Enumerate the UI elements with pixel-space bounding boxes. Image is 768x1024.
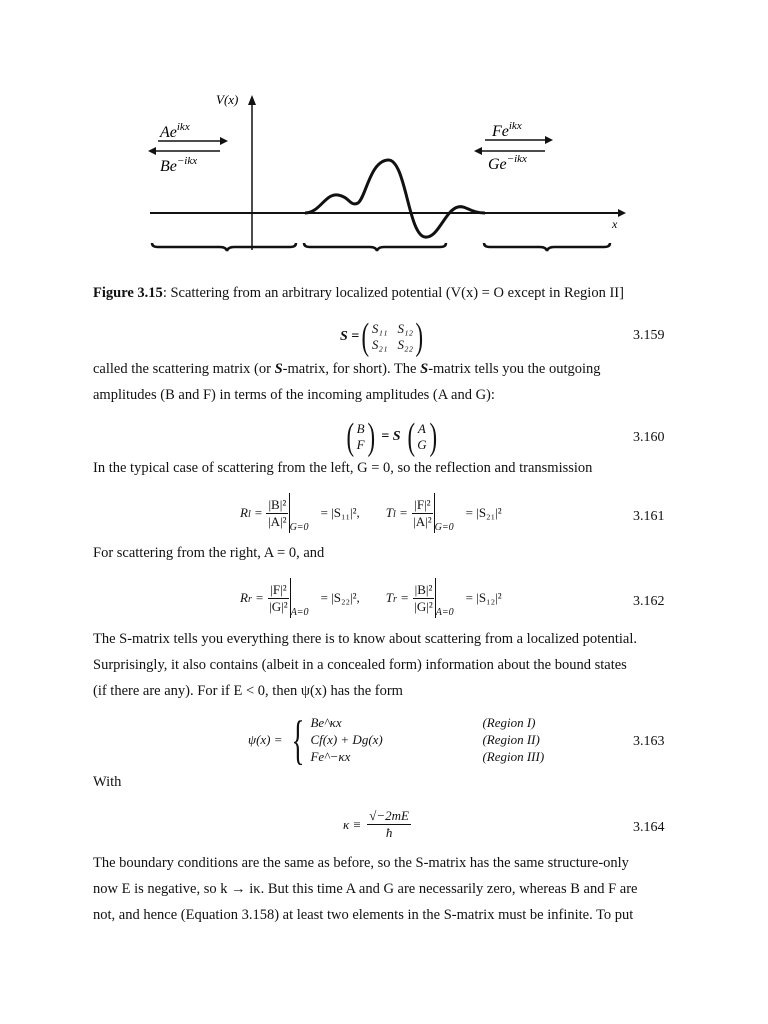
potential-diagram (140, 85, 630, 260)
eq160-F: F (356, 437, 365, 452)
region-brace-1 (152, 243, 296, 251)
caption-text: : Scattering from an arbitrary localized potential (V(x) = O except in Region II] (162, 285, 624, 301)
s12: S₁₂ (397, 321, 414, 336)
potential-curve (305, 160, 485, 237)
eq163-row2-region: (Region II) (482, 732, 540, 747)
region-brace-3 (484, 243, 610, 251)
eq-number-3-164: 3.164 (633, 820, 665, 835)
y-axis-label: V(x) (216, 92, 239, 107)
eq163-row1: Be^κx (310, 715, 342, 730)
para5-line2: now E is negative, so k → iκ. But this time A and G are necessarily zero, whereas B and F are (93, 881, 638, 897)
eq163-row3: Fe^−κx (310, 749, 351, 764)
wave-A-label: $Ae^{ikx}$ (160, 121, 190, 141)
equation-3-162: Rr = $\frac{\text{|F|²}}{\text{|G|²}}$ A=0 = |S₂₂|², Tr = $\frac{\text{|B|²}}{\text{|G|²}}$ A=0 = |S₁₂|² (240, 578, 502, 618)
equation-3-163: ψ(x) = { Be^κx (Region I) Cf(x) + Dg(x) (Region II) Fe^−κx (Region III) (248, 710, 545, 770)
eq160-B: B (356, 421, 365, 436)
paragraph-2: In the typical case of scattering from the left, G = 0, so the reflection and transmission (93, 460, 593, 476)
arrow-left-left-region-head (148, 147, 156, 155)
paragraph-1 (93, 356, 675, 408)
eq159-lhs: S = (340, 329, 360, 344)
wave-F-label: $Fe^{ikx}$ (492, 120, 522, 140)
eq160-G: G (417, 437, 427, 452)
arrow-left-right-region-head (474, 147, 482, 155)
eq-number-3-160: 3.160 (633, 430, 665, 445)
equation-3-159 (340, 318, 426, 356)
para4-line3: (if there are any). For if E < 0, then ψ(x) has the form (93, 683, 403, 699)
eq160-A: A (417, 421, 426, 436)
eq163-row2: Cf(x) + Dg(x) (310, 732, 383, 747)
figure-label: Figure 3.15 (93, 285, 163, 301)
eq-number-3-163: 3.163 (633, 734, 665, 749)
s21: S₂₁ (371, 337, 388, 352)
s22: S₂₂ (397, 337, 414, 352)
eq163-row3-region: (Region III) (482, 749, 545, 764)
paragraph-3: For scattering from the right, A = 0, and (93, 545, 325, 561)
potential-figure (140, 85, 630, 260)
paragraph-4 (93, 626, 675, 704)
equation-3-160: ( B F ) = S ( A G ) (346, 416, 437, 458)
paragraph-5 (93, 850, 675, 928)
eq-number-3-159: 3.159 (633, 328, 665, 343)
s-matrix-grid (372, 321, 413, 353)
eq-number-3-162: 3.162 (633, 594, 665, 609)
para5-line3: not, and hence (Equation 3.158) at least two elements in the S-matrix must be infinite. To put (93, 907, 634, 923)
para5-line1: The boundary conditions are the same as before, so the S-matrix has the same structure-only (93, 855, 629, 871)
para1-line1: called the scattering matrix (or S-matrix, for short). The S-matrix tells you the outgoing (93, 361, 601, 377)
wave-G-label: $Ge^{-ikx}$ (488, 153, 527, 173)
x-axis-label: x (612, 217, 618, 231)
eq-number-3-161: 3.161 (633, 509, 665, 524)
figure-caption (93, 285, 624, 302)
para4-line1: The S-matrix tells you everything there is to know about scattering from a localized potential. (93, 631, 637, 647)
equation-3-164: κ ≡ $\frac{√-2mE}{ħ}$ (343, 808, 410, 840)
para1-line2: amplitudes (B and F) in terms of the incoming amplitudes (A and G): (93, 387, 495, 403)
region-brace-2 (304, 243, 446, 251)
equation-3-161: Rl = $\frac{\text{|B|²}}{\text{|A|²}}$ G=0 = |S₁₁|², Tl = $\frac{\text{|F|²}}{\text{|A|²}}$ G=0 = |S₂₁|² (240, 493, 502, 533)
y-axis-arrow (248, 95, 256, 105)
eq160-mid: = S (381, 429, 401, 444)
wave-B-label: $Be^{-ikx}$ (160, 155, 198, 175)
arrow-right-left-region-head (220, 137, 228, 145)
x-axis-arrow (618, 209, 626, 217)
eq163-row1-region: (Region I) (482, 715, 536, 730)
para4-line2: Surprisingly, it also contains (albeit in a concealed form) information about the bound states (93, 657, 627, 673)
right-paren: ) (415, 316, 424, 358)
with-text: With (93, 774, 122, 790)
s11: S₁₁ (371, 321, 388, 336)
arrow-right-right-region-head (545, 136, 553, 144)
left-paren: ( (361, 316, 370, 358)
